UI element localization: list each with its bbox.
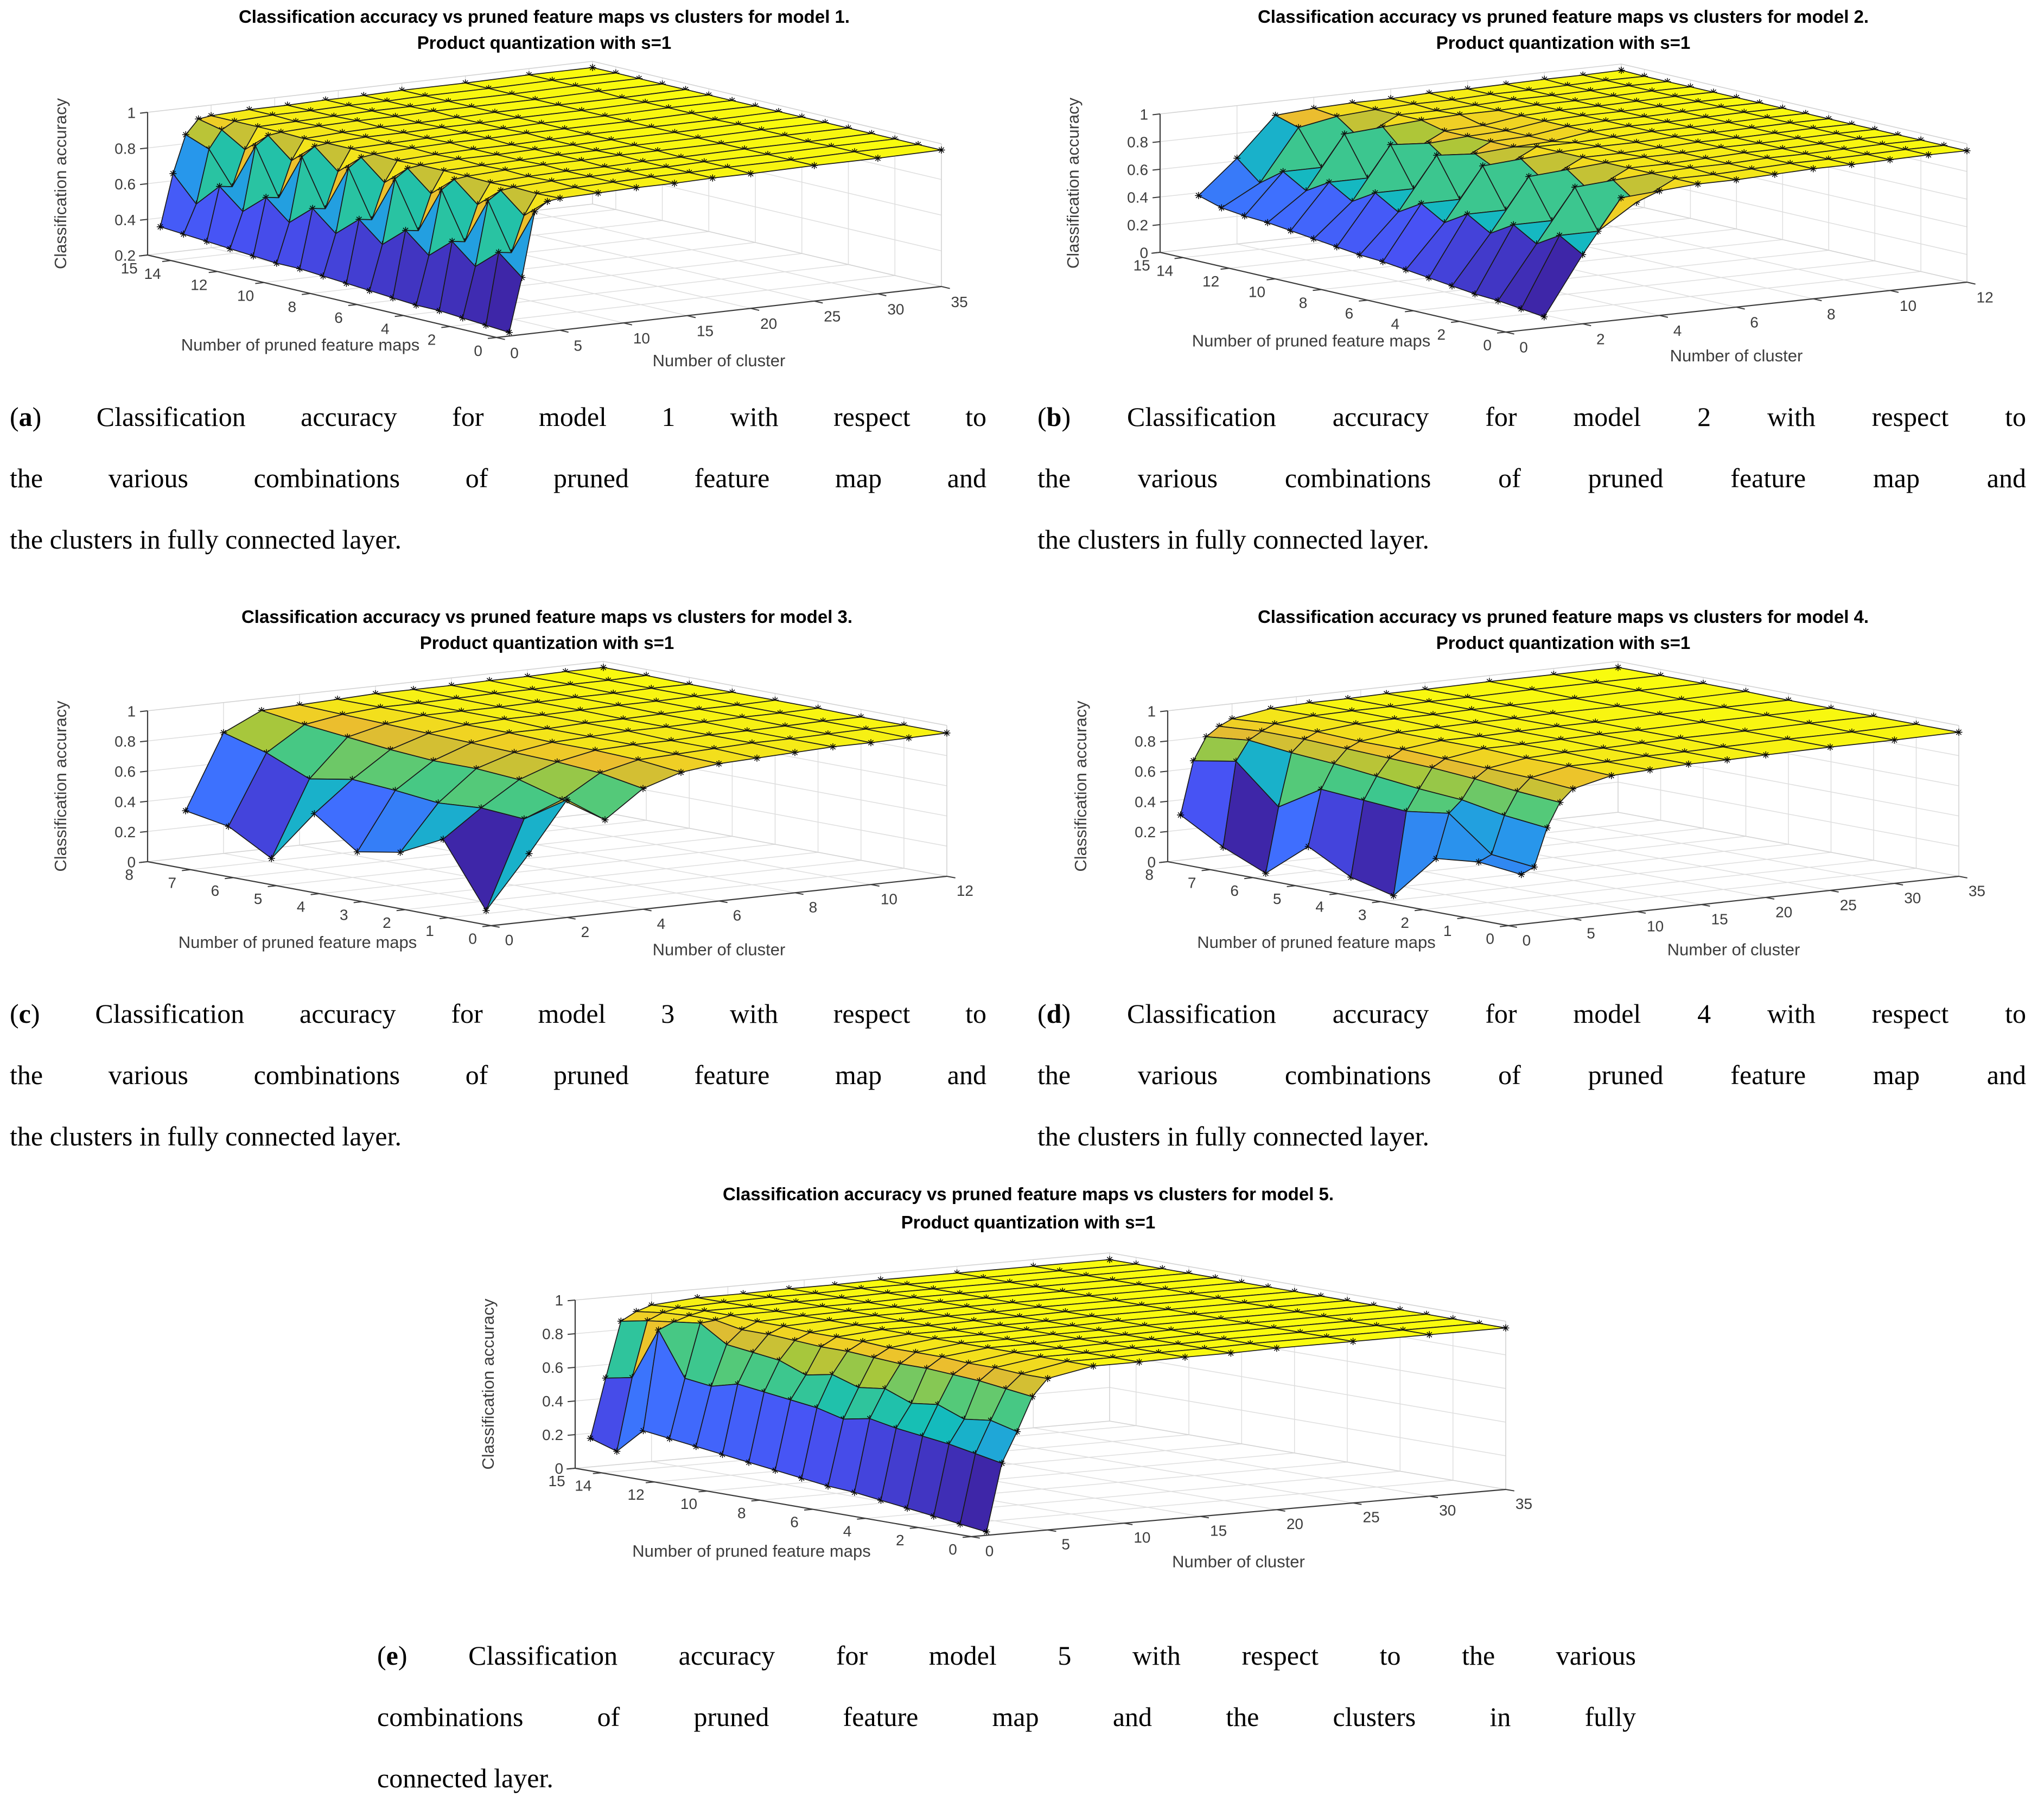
paren-open: ( <box>10 402 19 432</box>
paren-open: ( <box>1037 402 1047 432</box>
x-tick-label: 4 <box>296 898 305 915</box>
paren-close: ) <box>398 1640 407 1671</box>
x-tick-label: 12 <box>627 1486 645 1504</box>
z-tick-label: 0.4 <box>114 793 136 811</box>
y-tick-label: 2 <box>1596 330 1605 348</box>
paren-close: ) <box>1061 998 1071 1029</box>
z-axis-label: Classification accuracy <box>51 98 70 270</box>
y-tick-label: 12 <box>956 882 973 900</box>
y-tick-label: 6 <box>733 907 742 924</box>
y-tick-label: 35 <box>951 293 968 310</box>
caption-b-line1 <box>1037 386 2026 448</box>
x-tick-label: 1 <box>425 922 434 939</box>
x-tick-label: 15 <box>548 1473 565 1489</box>
y-tick-label: 0 <box>1519 339 1528 356</box>
y-axis-label: Number of cluster <box>1172 1552 1305 1571</box>
caption-letter: b <box>1046 402 1062 432</box>
paren-open: ( <box>10 998 19 1029</box>
x-tick-label: 2 <box>427 331 436 348</box>
x-tick-label: 14 <box>575 1477 592 1494</box>
y-tick-label: 5 <box>1587 925 1595 942</box>
y-tick-label: 15 <box>1210 1522 1227 1539</box>
x-tick-label: 8 <box>288 298 297 315</box>
chart-title-line1: Classification accuracy vs pruned feature maps vs clusters for model 1. <box>238 7 850 27</box>
x-tick-label: 0 <box>948 1541 957 1558</box>
caption-a-line1 <box>10 386 986 448</box>
z-tick-label: 0.2 <box>1127 216 1149 234</box>
chart-title-line1: Classification accuracy vs pruned feature maps vs clusters for model 5. <box>722 1184 1334 1204</box>
x-tick-label: 8 <box>125 866 133 883</box>
z-tick-label: 0.2 <box>114 823 136 840</box>
x-axis-label: Number of pruned feature maps <box>178 933 417 952</box>
x-tick-label: 4 <box>1315 898 1324 915</box>
surface-chart-model-1 <box>0 0 1020 383</box>
z-axis-label: Classification accuracy <box>1071 700 1090 872</box>
x-tick-label: 6 <box>1345 304 1354 322</box>
y-tick-label: 25 <box>1839 896 1857 914</box>
x-tick-label: 1 <box>1443 922 1452 939</box>
x-tick-label: 15 <box>120 259 138 277</box>
x-tick-label: 2 <box>896 1532 905 1549</box>
chart-title-line2: Product quantization with s=1 <box>1436 633 1691 653</box>
y-tick-label: 6 <box>1750 314 1759 331</box>
z-axis-label: Classification accuracy <box>479 1298 498 1470</box>
caption-d-line2: the various combinations of pruned feature map and <box>1037 1060 2026 1090</box>
y-tick-label: 10 <box>1647 918 1664 935</box>
y-tick-label: 2 <box>581 924 590 941</box>
y-tick-label: 35 <box>1515 1495 1533 1512</box>
caption-text: Classification accuracy for model 5 with respect to the various <box>468 1640 1637 1671</box>
y-tick-label: 10 <box>1899 297 1917 314</box>
y-tick-label: 30 <box>1904 889 1921 907</box>
z-tick-label: 0.8 <box>114 140 136 157</box>
z-tick-label: 0.4 <box>114 211 136 228</box>
caption-a <box>10 386 986 570</box>
paren-open: ( <box>377 1640 386 1671</box>
y-tick-label: 10 <box>880 890 897 908</box>
surface-plot-model-3 <box>0 597 1020 983</box>
x-tick-label: 7 <box>1187 874 1196 891</box>
z-tick-label: 0.2 <box>542 1426 564 1444</box>
caption-b-line2: the various combinations of pruned feature map and <box>1037 463 2026 493</box>
y-tick-label: 15 <box>1711 910 1728 928</box>
z-tick-label: 1 <box>127 703 136 720</box>
chart-title-line2: Product quantization with s=1 <box>901 1212 1156 1232</box>
x-tick-label: 8 <box>1145 866 1154 883</box>
z-tick-label: 0.6 <box>1127 161 1149 179</box>
x-tick-label: 6 <box>211 882 220 900</box>
z-tick-label: 1 <box>555 1292 564 1309</box>
x-axis-label: Number of pruned feature maps <box>1197 933 1436 952</box>
paren-close: ) <box>32 402 42 432</box>
caption-d-line3: the clusters in fully connected layer. <box>1037 1121 1429 1151</box>
x-tick-label: 0 <box>468 930 477 947</box>
z-tick-label: 0.8 <box>114 733 136 750</box>
x-tick-label: 14 <box>144 265 161 282</box>
z-tick-label: 0.6 <box>114 763 136 780</box>
x-tick-label: 6 <box>790 1513 799 1531</box>
y-tick-label: 0 <box>985 1542 994 1559</box>
surface-plot-model-5 <box>461 1172 1601 1622</box>
caption-e-line3: connected layer. <box>377 1763 553 1793</box>
y-tick-label: 30 <box>887 301 905 318</box>
surface-plot-model-1 <box>0 0 1020 383</box>
z-tick-label: 0.6 <box>542 1359 564 1377</box>
caption-c-line1 <box>10 983 986 1045</box>
chart-title-line1: Classification accuracy vs pruned feature maps vs clusters for model 4. <box>1257 607 1869 627</box>
chart-title-line2: Product quantization with s=1 <box>1436 33 1691 53</box>
caption-d-line1 <box>1037 983 2026 1045</box>
x-tick-label: 3 <box>1358 906 1367 924</box>
x-tick-label: 4 <box>381 320 390 337</box>
y-tick-label: 30 <box>1439 1502 1456 1519</box>
y-tick-label: 20 <box>760 315 778 333</box>
x-tick-label: 12 <box>190 276 208 294</box>
z-tick-label: 0.6 <box>114 176 136 193</box>
caption-c-line3: the clusters in fully connected layer. <box>10 1121 402 1151</box>
surface-chart-model-2 <box>1020 0 2044 383</box>
x-tick-label: 15 <box>1133 257 1150 274</box>
z-tick-label: 0.6 <box>1135 763 1156 780</box>
y-tick-label: 25 <box>1362 1508 1380 1526</box>
x-tick-label: 2 <box>383 914 391 932</box>
z-tick-label: 1 <box>1139 106 1149 123</box>
x-tick-label: 10 <box>680 1495 698 1512</box>
z-tick-label: 0.2 <box>1135 823 1156 840</box>
paren-close: ) <box>1061 402 1071 432</box>
caption-text: Classification accuracy for model 2 with respect to <box>1126 402 2027 432</box>
caption-e-line1 <box>377 1625 1636 1686</box>
surface-chart-model-4 <box>1020 597 2044 983</box>
y-tick-label: 12 <box>1976 289 1994 306</box>
paren-close: ) <box>30 998 40 1029</box>
y-tick-label: 0 <box>510 344 519 361</box>
x-tick-label: 8 <box>1298 294 1308 311</box>
z-tick-label: 0.8 <box>1127 133 1149 151</box>
chart-title-line1: Classification accuracy vs pruned feature maps vs clusters for model 3. <box>241 607 853 627</box>
y-axis-label: Number of cluster <box>1667 940 1800 959</box>
z-tick-label: 0 <box>127 854 136 871</box>
z-tick-label: 0.4 <box>1127 189 1149 206</box>
chart-title-line1: Classification accuracy vs pruned feature maps vs clusters for model 2. <box>1257 7 1869 27</box>
x-tick-label: 5 <box>1272 890 1282 907</box>
x-tick-label: 0 <box>1486 930 1494 947</box>
caption-text: Classification accuracy for model 4 with respect to <box>1126 998 2027 1029</box>
x-tick-label: 2 <box>1437 326 1446 343</box>
y-tick-label: 25 <box>824 308 841 325</box>
x-axis-label: Number of pruned feature maps <box>1192 331 1431 351</box>
x-tick-label: 3 <box>340 906 348 924</box>
x-tick-label: 0 <box>1483 336 1492 354</box>
y-tick-label: 20 <box>1286 1515 1303 1533</box>
y-tick-label: 0 <box>1522 932 1531 949</box>
surface-plot-model-2 <box>1020 0 2044 383</box>
x-tick-label: 10 <box>237 287 254 304</box>
z-tick-label: 1 <box>127 104 136 122</box>
caption-letter: a <box>18 402 33 432</box>
y-tick-label: 8 <box>808 899 818 916</box>
y-axis-label: Number of cluster <box>1670 346 1803 365</box>
y-tick-label: 35 <box>1968 882 1985 900</box>
caption-letter: c <box>18 998 31 1029</box>
caption-letter: e <box>386 1640 398 1671</box>
x-tick-label: 4 <box>1391 315 1400 333</box>
x-tick-label: 7 <box>168 874 177 891</box>
z-axis-label: Classification accuracy <box>51 700 70 872</box>
caption-b <box>1037 386 2026 570</box>
z-tick-label: 1 <box>1147 703 1156 720</box>
x-tick-label: 6 <box>1230 882 1239 900</box>
y-tick-label: 10 <box>1134 1528 1151 1546</box>
caption-text: Classification accuracy for model 3 with respect to <box>95 998 987 1029</box>
z-tick-label: 0 <box>1147 854 1156 871</box>
y-tick-label: 5 <box>574 337 582 354</box>
caption-c <box>10 983 986 1167</box>
x-tick-label: 4 <box>843 1523 852 1540</box>
z-tick-label: 0.2 <box>114 247 136 264</box>
y-tick-label: 0 <box>505 932 514 949</box>
x-tick-label: 8 <box>737 1504 746 1521</box>
caption-a-line3: the clusters in fully connected layer. <box>10 524 402 555</box>
x-tick-label: 0 <box>474 342 482 359</box>
caption-e <box>377 1625 1636 1796</box>
caption-d <box>1037 983 2026 1167</box>
caption-text: Classification accuracy for model 1 with respect to <box>96 402 986 432</box>
caption-a-line2: the various combinations of pruned feature map and <box>10 463 986 493</box>
x-tick-label: 5 <box>253 890 263 907</box>
z-tick-label: 0.4 <box>1135 793 1156 811</box>
paren-open: ( <box>1037 998 1047 1029</box>
chart-title-line2: Product quantization with s=1 <box>417 33 672 53</box>
z-axis-label: Classification accuracy <box>1064 97 1083 269</box>
z-tick-label: 0 <box>1139 244 1149 262</box>
caption-c-line2: the various combinations of pruned feature map and <box>10 1060 986 1090</box>
x-tick-label: 6 <box>334 309 343 327</box>
z-tick-label: 0 <box>555 1460 564 1477</box>
x-tick-label: 10 <box>1248 283 1266 301</box>
y-tick-label: 5 <box>1061 1536 1070 1553</box>
z-tick-label: 0.8 <box>542 1326 564 1343</box>
x-tick-label: 14 <box>1156 262 1174 279</box>
y-tick-label: 4 <box>1673 322 1682 339</box>
y-tick-label: 20 <box>1775 903 1793 921</box>
x-tick-label: 12 <box>1202 273 1220 290</box>
z-tick-label: 0.8 <box>1135 733 1156 750</box>
y-tick-label: 8 <box>1827 305 1836 323</box>
y-axis-label: Number of cluster <box>652 940 786 959</box>
x-tick-label: 2 <box>1400 914 1409 932</box>
surface-chart-model-5 <box>461 1172 1601 1622</box>
chart-title-line2: Product quantization with s=1 <box>419 633 674 653</box>
caption-letter: d <box>1046 998 1062 1029</box>
y-axis-label: Number of cluster <box>652 351 786 370</box>
surface-chart-model-3 <box>0 597 1020 983</box>
surface-plot-model-4 <box>1020 597 2044 983</box>
z-tick-label: 0.4 <box>542 1393 564 1410</box>
y-tick-label: 15 <box>696 322 714 340</box>
caption-b-line3: the clusters in fully connected layer. <box>1037 524 1429 555</box>
y-tick-label: 4 <box>657 915 666 932</box>
caption-e-line2: combinations of pruned feature map and the clusters in fully <box>377 1702 1636 1732</box>
x-axis-label: Number of pruned feature maps <box>632 1542 871 1561</box>
x-axis-label: Number of pruned feature maps <box>181 335 420 354</box>
y-tick-label: 10 <box>633 330 650 347</box>
